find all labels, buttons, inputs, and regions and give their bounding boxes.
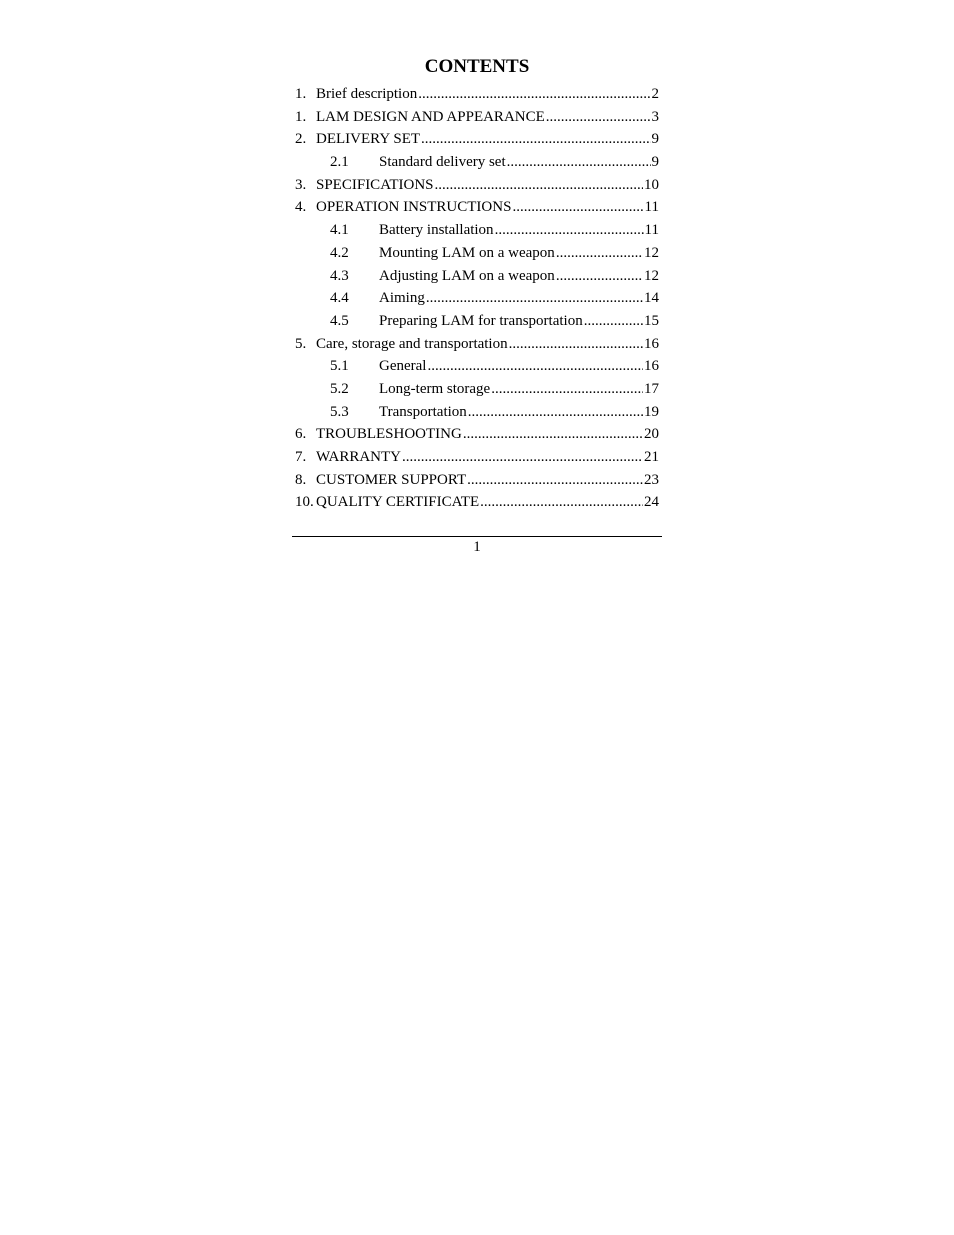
toc-entry[interactable] xyxy=(292,106,662,129)
page-number: 1 xyxy=(473,539,481,555)
toc-entry[interactable] xyxy=(292,196,662,219)
toc-title: CONTENTS xyxy=(424,56,530,77)
toc-dot-leader xyxy=(480,491,643,514)
toc-entry[interactable] xyxy=(292,310,662,333)
toc-entry-label: Battery installation xyxy=(379,222,494,239)
toc-list xyxy=(292,83,662,514)
toc-entry-number: 5.2 xyxy=(330,380,349,397)
toc-dot-leader xyxy=(507,151,651,174)
toc-entry-label: Aiming xyxy=(379,290,425,307)
toc-dot-leader xyxy=(426,287,643,310)
toc-entry[interactable] xyxy=(292,333,662,356)
toc-entry-number: 4.3 xyxy=(330,267,349,284)
toc-entry-label: Long-term storage xyxy=(379,380,491,397)
toc-entry-page: 2 xyxy=(651,86,659,102)
table-of-contents xyxy=(292,55,662,514)
toc-entry[interactable] xyxy=(292,469,662,492)
toc-entry-label: SPECIFICATIONS xyxy=(316,176,434,193)
toc-entry-number: 10. xyxy=(295,494,314,511)
toc-entry-number: 1. xyxy=(295,108,307,125)
toc-entry-number: 2. xyxy=(295,131,307,148)
toc-entry-number: 1. xyxy=(295,86,307,102)
toc-dot-leader xyxy=(435,174,643,197)
toc-entry[interactable] xyxy=(292,491,662,514)
toc-entry[interactable] xyxy=(292,265,662,288)
toc-entry[interactable] xyxy=(292,219,662,242)
toc-entry-label: LAM DESIGN AND APPEARANCE xyxy=(316,108,545,125)
toc-entry-number: 4. xyxy=(295,199,307,216)
toc-entry-label: Brief description xyxy=(316,86,418,102)
toc-entry-page: 24 xyxy=(644,494,659,511)
toc-entry-page: 23 xyxy=(644,471,659,488)
toc-entry-label: General xyxy=(379,358,427,375)
toc-entry-number: 7. xyxy=(295,449,307,465)
toc-entry-page: 15 xyxy=(644,312,659,329)
toc-dot-leader xyxy=(463,423,643,446)
toc-dot-leader xyxy=(584,310,643,333)
toc-dot-leader xyxy=(467,469,643,492)
toc-entry-page: 10 xyxy=(644,176,659,193)
toc-entry-number: 4.2 xyxy=(330,244,349,261)
toc-entry-number: 6. xyxy=(295,426,307,443)
toc-entry-page: 16 xyxy=(644,335,659,352)
toc-entry-label: WARRANTY xyxy=(316,449,401,465)
toc-entry[interactable] xyxy=(292,446,662,469)
toc-entry-label: CUSTOMER SUPPORT xyxy=(316,471,467,488)
toc-entry-page: 11 xyxy=(644,222,659,239)
toc-entry-number: 4.5 xyxy=(330,312,349,329)
toc-dot-leader xyxy=(546,106,651,129)
toc-entry-page: 9 xyxy=(651,154,659,171)
toc-dot-leader xyxy=(495,219,644,242)
footer-divider xyxy=(292,536,662,537)
toc-entry-label: Adjusting LAM on a weapon xyxy=(379,267,555,284)
toc-entry-label: Preparing LAM for transportation xyxy=(379,312,583,329)
toc-entry-label: OPERATION INSTRUCTIONS xyxy=(316,199,512,216)
toc-entry[interactable] xyxy=(292,423,662,446)
toc-entry-number: 5.1 xyxy=(330,358,349,375)
toc-entry-label: Standard delivery set xyxy=(379,154,506,171)
toc-entry-page: 19 xyxy=(644,403,659,420)
toc-dot-leader xyxy=(427,355,643,378)
toc-entry[interactable] xyxy=(292,151,662,174)
toc-entry-number: 5.3 xyxy=(330,403,349,420)
toc-entry-number: 4.4 xyxy=(330,290,349,307)
toc-entry[interactable] xyxy=(292,242,662,265)
toc-entry-label: DELIVERY SET xyxy=(316,131,421,148)
toc-dot-leader xyxy=(512,196,643,219)
toc-dot-leader xyxy=(421,128,650,151)
toc-entry[interactable] xyxy=(292,287,662,310)
toc-entry-label: Transportation xyxy=(379,403,467,420)
toc-entry-number: 8. xyxy=(295,471,307,488)
toc-entry-page: 3 xyxy=(651,108,659,125)
toc-entry-number: 4.1 xyxy=(330,222,349,239)
toc-entry-page: 20 xyxy=(644,426,659,443)
toc-entry-page: 11 xyxy=(644,199,659,216)
toc-entry[interactable] xyxy=(292,128,662,151)
toc-entry-number: 3. xyxy=(295,176,307,193)
toc-entry-page: 16 xyxy=(644,358,659,375)
toc-entry-label: Mounting LAM on a weapon xyxy=(379,244,555,261)
toc-entry-page: 21 xyxy=(644,449,659,465)
toc-entry-page: 17 xyxy=(644,380,659,397)
toc-entry-label: TROUBLESHOOTING xyxy=(316,426,462,443)
toc-dot-leader xyxy=(556,242,643,265)
toc-dot-leader xyxy=(402,446,643,469)
toc-entry[interactable] xyxy=(292,355,662,378)
toc-dot-leader xyxy=(509,333,643,356)
toc-entry[interactable] xyxy=(292,401,662,424)
toc-entry-page: 12 xyxy=(644,267,659,284)
toc-dot-leader xyxy=(556,265,643,288)
toc-entry-page: 12 xyxy=(644,244,659,261)
toc-entry-number: 5. xyxy=(295,335,307,352)
toc-dot-leader xyxy=(491,378,643,401)
toc-entry[interactable] xyxy=(292,83,662,106)
toc-entry-page: 9 xyxy=(651,131,659,148)
toc-dot-leader xyxy=(468,401,643,424)
toc-entry[interactable] xyxy=(292,378,662,401)
toc-entry-label: Care, storage and transportation xyxy=(316,335,508,352)
toc-entry-label: QUALITY CERTIFICATE xyxy=(316,494,480,511)
toc-entry-number: 2.1 xyxy=(330,154,349,171)
toc-entry-page: 14 xyxy=(644,290,659,307)
toc-entry[interactable] xyxy=(292,174,662,197)
toc-dot-leader xyxy=(418,83,650,106)
